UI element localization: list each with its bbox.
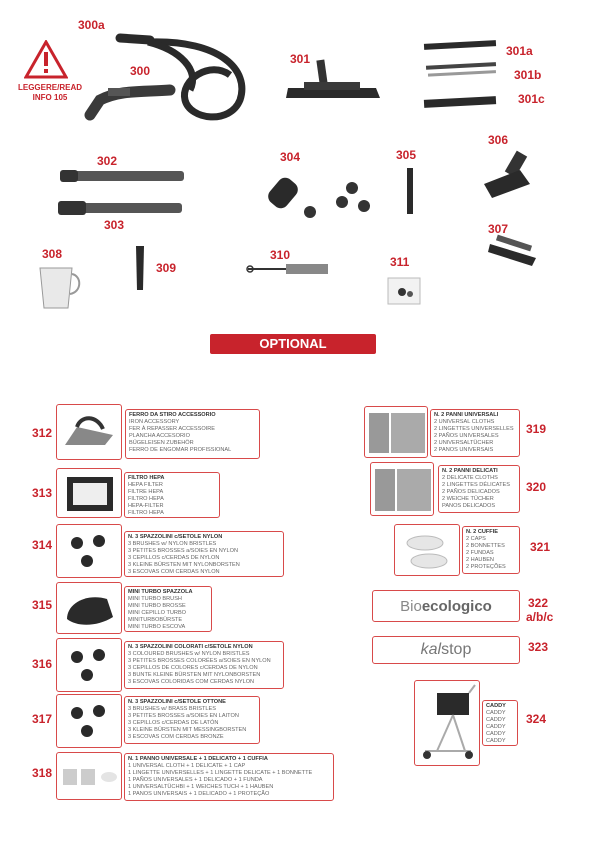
part-number-307: 307 bbox=[488, 222, 509, 236]
kalstop-logo-prefix: kal bbox=[420, 641, 442, 658]
accessory-321-description: N. 2 CUFFIE 2 CAPS 2 BONNETTES 2 FUNDAS 2 HAUBEN 2 PROTEÇÕES bbox=[462, 526, 520, 574]
turbo-brush-thumbnail bbox=[56, 582, 122, 634]
turbo-brush-image bbox=[57, 583, 122, 634]
caddy-thumbnail bbox=[414, 680, 480, 766]
part-number-303: 303 bbox=[104, 218, 125, 232]
part-number-301c: 301c bbox=[518, 92, 545, 106]
accessory-number-312: 312 bbox=[32, 426, 53, 440]
hepa-filter-image bbox=[57, 469, 122, 518]
floor-tool-illustration bbox=[284, 58, 384, 102]
accessory-number-318: 318 bbox=[32, 766, 53, 780]
nylon-brushes-thumbnail bbox=[56, 524, 122, 578]
accessory-number-316: 316 bbox=[32, 657, 53, 671]
nozzle-set-illustration bbox=[266, 172, 376, 222]
accessory-number-324: 324 bbox=[526, 712, 547, 726]
accessory-number-314: 314 bbox=[32, 538, 53, 552]
warning-block bbox=[24, 40, 68, 85]
part-number-302: 302 bbox=[97, 154, 118, 168]
cloth-set-image bbox=[57, 753, 122, 800]
nylon-brushes-image bbox=[57, 525, 122, 578]
iron-image bbox=[57, 405, 122, 460]
triangular-brush-illustration bbox=[486, 234, 546, 270]
brass-brushes-image bbox=[57, 695, 122, 748]
bioecologico-logo-text: ecologico bbox=[421, 597, 492, 615]
caps-thumbnail bbox=[394, 524, 460, 576]
accessory-number-322: 322 bbox=[528, 596, 549, 610]
part-number-300: 300 bbox=[130, 64, 151, 78]
part-number-308: 308 bbox=[42, 247, 63, 261]
accessory-number-319: 319 bbox=[526, 422, 547, 436]
bioecologico-logo-prefix: Bio bbox=[400, 597, 422, 615]
lance-illustration bbox=[404, 166, 416, 216]
extension-tube-302-illustration bbox=[58, 166, 188, 186]
accessory-number-317: 317 bbox=[32, 712, 53, 726]
bioecologico-logo-box bbox=[372, 590, 520, 622]
accessory-312-description: FERRO DA STIRO ACCESSORIO IRON ACCESSORY FER À REPASSER ACCESSOIRE PLANCHA ACCESORIO BÜGELEISEN ZUBEHÖR FERRO DE ENGOMAR PROFISSIONAL bbox=[125, 409, 260, 459]
measuring-jug-illustration bbox=[34, 262, 84, 312]
coloured-brushes-image bbox=[57, 639, 122, 692]
part-number-304: 304 bbox=[280, 150, 301, 164]
small-nozzle-illustration bbox=[132, 244, 148, 294]
part-number-311: 311 bbox=[390, 255, 410, 269]
kalstop-logo-text: stop bbox=[441, 641, 472, 658]
pipe-brush-illustration bbox=[246, 262, 330, 276]
iron-thumbnail bbox=[56, 404, 122, 460]
extension-tube-303-illustration bbox=[56, 196, 186, 220]
brass-brushes-thumbnail bbox=[56, 694, 122, 748]
caps-image bbox=[395, 525, 460, 576]
delicate-cloths-image bbox=[371, 463, 434, 516]
accessory-number-321: 321 bbox=[530, 540, 551, 554]
accessory-314-description: N. 3 SPAZZOLINI c/SETOLE NYLON 3 BRUSHES w/ NYLON BRISTLES 3 PETITES BROSSES a/SOIES EN NYLON 3 CEPILLOS c/CERDAS DE NYLON 3 KLEINE BÜRSTEN MIT NYLONBORSTEN 3 ESCOVAS COM CERDAS NYLON bbox=[124, 531, 284, 577]
caddy-image bbox=[415, 681, 480, 766]
part-number-301b: 301b bbox=[514, 68, 542, 82]
accessory-320-description: N. 2 PANNI DELICATI 2 DELICATE CLOTHS 2 LINGETTES DÉLICATES 2 PAÑOS DELICADOS 2 WEICHE TÜCHER PANOS DELICADOS bbox=[438, 465, 520, 513]
part-number-301: 301 bbox=[290, 52, 311, 66]
accessory-number-315: 315 bbox=[32, 598, 53, 612]
cloth-set-thumbnail bbox=[56, 752, 122, 800]
part-number-300a: 300a bbox=[78, 18, 105, 32]
spare-parts-bag-illustration bbox=[384, 276, 424, 306]
hepa-filter-thumbnail bbox=[56, 468, 122, 518]
accessory-313-description: FILTRO HEPA HEPA FILTER FILTRE HEPA FILTRO HEPA HEPA-FILTER FILTRO HEPA bbox=[124, 472, 220, 518]
squeegee-strips-illustration bbox=[420, 38, 500, 118]
kalstop-logo-box bbox=[372, 636, 520, 664]
warning-label: LEGGERE/READ INFO 105 bbox=[17, 83, 82, 102]
accessory-number-320: 320 bbox=[526, 480, 547, 494]
accessory-318-description: N. 1 PANNO UNIVERSALE + 1 DELICATO + 1 CUFFIA 1 UNIVERSAL CLOTH + 1 DELICATE + 1 CAP 1 LINGETTE UNIVERSELLES + 1 LINGETTE DELICATE + 1 BONNETTE 1 PAÑOS UNIVERSALES + 1 DELICADO + 1 FUNDA 1 UNIVERSALTÜCHBI + 1 WEICHES TUCH + 1 HAUBEN 1 PANOS UNIVERSAIS + 1 DELICADO + 1 PROTEÇÃO bbox=[124, 753, 334, 801]
part-number-309: 309 bbox=[156, 261, 177, 275]
hose-illustration bbox=[80, 30, 260, 130]
accessory-number-323: 323 bbox=[528, 640, 549, 654]
coloured-brushes-thumbnail bbox=[56, 638, 122, 692]
part-number-310: 310 bbox=[270, 248, 291, 262]
part-number-306: 306 bbox=[488, 133, 509, 147]
optional-section-banner: OPTIONAL bbox=[210, 334, 376, 354]
accessory-315-description: MINI TURBO SPAZZOLA MINI TURBO BRUSH MINI TURBO BROSSE MINI CEPILLO TURBO MINITURBOBÜRSTE MINI TURBO ESCOVA bbox=[124, 586, 212, 632]
accessory-317-description: N. 3 SPAZZOLINI c/SETOLE OTTONE 3 BRUSHES w/ BRASS BRISTLES 3 PETITES BROSSES a/SOIES EN LAITON 3 CEPILLOS c/CERDAS DE LATÓN 3 KLEINE BÜRSTEN MIT MESSINGBORSTEN 3 ESCOVAS COM CERDAS BRONZE bbox=[124, 696, 260, 744]
window-tool-illustration bbox=[480, 150, 544, 200]
delicate-cloths-thumbnail bbox=[370, 462, 434, 516]
universal-cloths-image bbox=[365, 407, 428, 458]
accessory-319-description: N. 2 PANNI UNIVERSALI 2 UNIVERSAL CLOTHS 2 LINGETTES UNIVERSELLES 2 PAÑOS UNIVERSALES 2 UNIVERSALTÜCHER 2 PANOS UNIVERSAIS bbox=[430, 409, 520, 457]
accessory-variant-322: a/b/c bbox=[526, 610, 554, 624]
universal-cloths-thumbnail bbox=[364, 406, 428, 458]
accessory-316-description: N. 3 SPAZZOLINI COLORATI c/SETOLE NYLON 3 COLOURED BRUSHES w/ NYLON BRISTLES 3 PETITES BROSSES COLORÉES a/SOIES EN NYLON 3 CEPILLOS DE COLORES c/CERDAS DE NYLON 3 BUNTE KLEINE BÜRSTEN MIT NYLONBORSTEN 3 ESCOVAS COLORIDAS COM CERDAS NYLON bbox=[124, 641, 284, 689]
part-number-305: 305 bbox=[396, 148, 417, 162]
part-number-301a: 301a bbox=[506, 44, 533, 58]
accessory-number-313: 313 bbox=[32, 486, 53, 500]
accessory-324-description: CADDY CADDY CADDY CADDY CADDY CADDY bbox=[482, 700, 518, 746]
warning-triangle-icon bbox=[24, 40, 68, 80]
